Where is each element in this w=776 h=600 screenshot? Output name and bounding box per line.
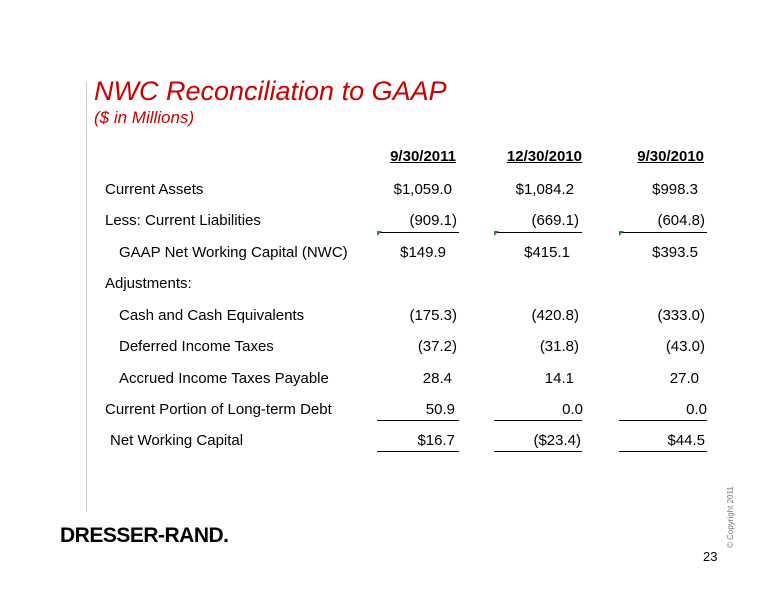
cell-current-liabilities-col2: (669.1) — [531, 212, 579, 229]
cell-gaap-nwc-col3: $393.5 — [652, 244, 698, 261]
underline-liabilities-col2 — [494, 232, 582, 233]
cell-current-debt-col1: 50.9 — [425, 401, 455, 418]
row-label-accrued-taxes: Accrued Income Taxes Payable — [119, 370, 329, 387]
left-divider-line — [86, 82, 87, 512]
underline-liabilities-col1 — [377, 232, 459, 233]
marker-icon — [494, 231, 499, 236]
underline-nwc-col3 — [619, 451, 707, 452]
row-label-current-assets: Current Assets — [105, 181, 204, 198]
cell-accrued-taxes-col3: 27.0 — [669, 370, 699, 387]
column-header-9-30-2011: 9/30/2011 — [390, 148, 456, 165]
slide-subtitle: ($ in Millions) — [94, 108, 195, 127]
cell-accrued-taxes-col2: 14.1 — [544, 370, 574, 387]
page-number: 23 — [703, 549, 718, 564]
underline-liabilities-col3 — [619, 232, 707, 233]
row-label-deferred-taxes: Deferred Income Taxes — [119, 338, 274, 355]
cell-current-debt-col2: 0.0 — [562, 401, 583, 418]
row-label-cash: Cash and Cash Equivalents — [119, 307, 305, 324]
underline-debt-col3 — [619, 420, 707, 421]
cell-current-assets-col2: $1,084.2 — [515, 181, 574, 198]
copyright-text: © Copyright 2011 — [726, 486, 735, 548]
cell-current-assets-col1: $1,059.0 — [393, 181, 452, 198]
cell-deferred-taxes-col1: (37.2) — [417, 338, 457, 355]
underline-debt-col1 — [377, 420, 459, 421]
cell-accrued-taxes-col1: 28.4 — [422, 370, 452, 387]
underline-debt-col2 — [494, 420, 582, 421]
cell-gaap-nwc-col2: $415.1 — [524, 244, 570, 261]
cell-cash-col3: (333.0) — [657, 307, 705, 324]
cell-nwc-col3: $44.5 — [667, 432, 705, 449]
slide-title: NWC Reconciliation to GAAP — [94, 76, 447, 106]
cell-deferred-taxes-col3: (43.0) — [665, 338, 705, 355]
marker-icon — [619, 231, 624, 236]
cell-current-liabilities-col1: (909.1) — [409, 212, 457, 229]
column-header-9-30-2010: 9/30/2010 — [637, 148, 704, 165]
row-label-adjustments: Adjustments: — [105, 275, 192, 292]
cell-cash-col2: (420.8) — [531, 307, 579, 324]
cell-current-assets-col3: $998.3 — [652, 181, 698, 198]
row-label-current-liabilities: Less: Current Liabilities — [105, 212, 261, 229]
underline-nwc-col1 — [377, 451, 459, 452]
cell-current-debt-col3: 0.0 — [686, 401, 707, 418]
cell-cash-col1: (175.3) — [409, 307, 457, 324]
marker-icon — [377, 231, 382, 236]
cell-nwc-col1: $16.7 — [417, 432, 455, 449]
cell-current-liabilities-col3: (604.8) — [657, 212, 705, 229]
row-label-gaap-nwc: GAAP Net Working Capital (NWC) — [119, 244, 348, 261]
cell-nwc-col2: ($23.4) — [533, 432, 581, 449]
row-label-current-debt: Current Portion of Long-term Debt — [105, 401, 332, 418]
company-logo: DRESSER-RAND. — [60, 524, 229, 547]
underline-nwc-col2 — [494, 451, 582, 452]
column-header-12-30-2010: 12/30/2010 — [506, 148, 582, 165]
cell-deferred-taxes-col2: (31.8) — [539, 338, 579, 355]
row-label-net-working-capital: Net Working Capital — [110, 432, 244, 449]
cell-gaap-nwc-col1: $149.9 — [400, 244, 446, 261]
